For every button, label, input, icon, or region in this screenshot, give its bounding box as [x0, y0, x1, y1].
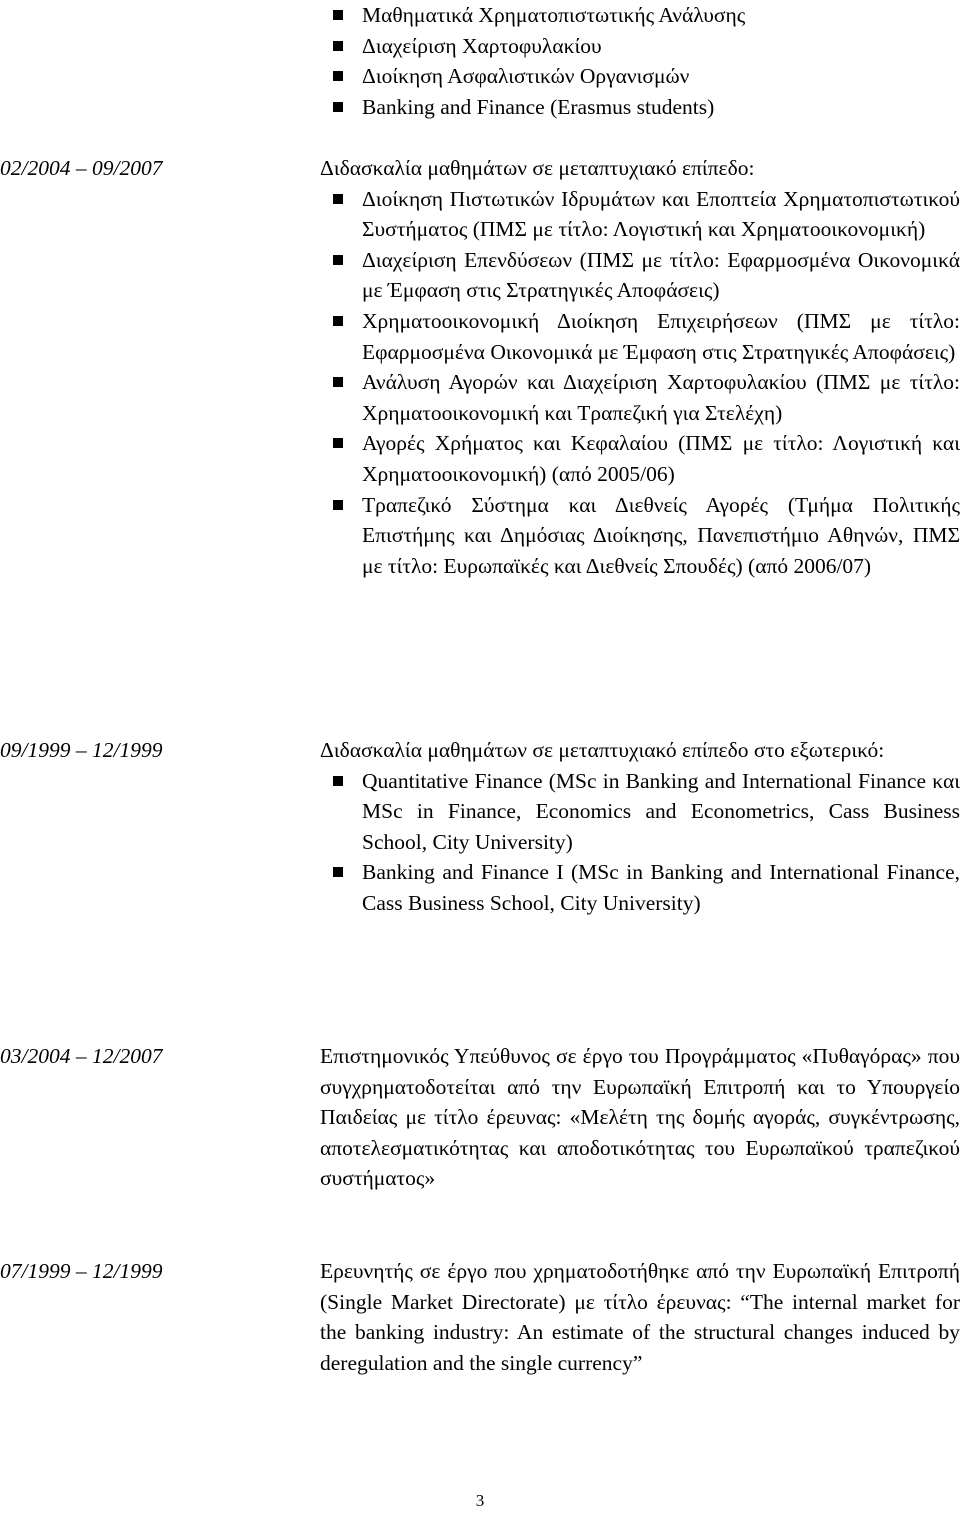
list-item [362, 31, 960, 62]
list-item [362, 0, 960, 31]
entry-body [320, 735, 960, 919]
list-item-text: Quantitative Finance (MSc in Banking and International Finance και MSc in Finance, Economics and Econometrics, Cass Business School, City University) [362, 768, 960, 854]
square-bullet-icon [333, 255, 343, 265]
square-bullet-icon [333, 71, 343, 81]
entry-date: 03/2004 – 12/2007 [0, 1044, 163, 1068]
square-bullet-icon [333, 500, 343, 510]
list-item [362, 92, 960, 123]
list-item [362, 766, 960, 858]
entry-text: Επιστημονικός Υπεύθυνος σε έργο του Προγράμματος «Πυθαγόρας» που συγχρηματοδοτείται από την Ευρωπαϊκή Επιτροπή και το Υπουργείο Παιδείας με τίτλο έρευνας: «Μελέτη της δομής αγοράς, συγκέντρωσης, αποτελεσματικότητας και αποδοτικότητας του Ευρωπαϊκού τραπεζικού συστήματος» [320, 1044, 960, 1191]
square-bullet-icon [333, 102, 343, 112]
list-item-text: Διοίκηση Πιστωτικών Ιδρυμάτων και Εποπτεία Χρηματοπιστωτικού Συστήματος (ΠΜΣ με τίτλο: Λογιστική και Χρηματοοικονομική) [362, 186, 960, 242]
entry-text: Ερευνητής σε έργο που χρηματοδοτήθηκε από την Ευρωπαϊκή Επιτροπή (Single Market Directorate) με τίτλο έρευνας: “The internal market for the banking industry: An estimate of the structural changes induced by deregulation and the single currency” [320, 1259, 960, 1375]
list-item [362, 367, 960, 428]
list-item-text: Διαχείριση Χαρτοφυλακίου [362, 33, 602, 58]
square-bullet-icon [333, 776, 343, 786]
square-bullet-icon [333, 10, 343, 20]
page-number: 3 [475, 1491, 485, 1510]
entry-date: 09/1999 – 12/1999 [0, 738, 163, 762]
square-bullet-icon [333, 438, 343, 448]
entry-course-list [320, 766, 960, 919]
list-item-text: Διαχείριση Επενδύσεων (ΠΜΣ με τίτλο: Εφαρμοσμένα Οικονομικά με Έμφαση στις Στρατηγικές Αποφάσεις) [362, 247, 960, 303]
entry-course-list [320, 184, 960, 582]
entry-body [320, 153, 960, 581]
list-item-text: Banking and Finance (Erasmus students) [362, 94, 715, 119]
entry-text: Διδασκαλία μαθημάτων σε μεταπτυχιακό επίπεδο στο εξωτερικό: [320, 738, 885, 762]
top-course-list [320, 0, 960, 122]
list-item-text: Banking and Finance I (MSc in Banking and International Finance, Cass Business School, City University) [362, 860, 960, 915]
square-bullet-icon [333, 377, 343, 387]
list-item-text: Μαθηματικά Χρηματοπιστωτικής Ανάλυσης [362, 3, 746, 27]
list-item [362, 245, 960, 306]
square-bullet-icon [333, 316, 343, 326]
list-item [362, 490, 960, 582]
entry-text: Διδασκαλία μαθημάτων σε μεταπτυχιακό επίπεδο: [320, 156, 755, 180]
list-item [362, 306, 960, 367]
entry-body [320, 1256, 960, 1378]
list-item-text: Αγορές Χρήματος και Κεφαλαίου (ΠΜΣ με τίτλο: Λογιστική και Χρηματοοικονομική) (από 2005/06) [362, 431, 960, 486]
list-item [362, 857, 960, 918]
list-item [362, 61, 960, 92]
list-item-text: Χρηματοοικονομική Διοίκηση Επιχειρήσεων (ΠΜΣ με τίτλο: Εφαρμοσμένα Οικονομικά με Έμφαση στις Στρατηγικές Αποφάσεις) [362, 308, 960, 364]
square-bullet-icon [333, 194, 343, 204]
top-course-list-body [320, 0, 960, 122]
list-item [362, 428, 960, 489]
square-bullet-icon [333, 867, 343, 877]
entry-date: 07/1999 – 12/1999 [0, 1259, 163, 1283]
list-item [362, 184, 960, 245]
entry-date: 02/2004 – 09/2007 [0, 156, 163, 180]
entry-body [320, 1041, 960, 1194]
square-bullet-icon [333, 41, 343, 51]
list-item-text: Διοίκηση Ασφαλιστικών Οργανισμών [362, 64, 690, 89]
list-item-text: Ανάλυση Αγορών και Διαχείριση Χαρτοφυλακίου (ΠΜΣ με τίτλο: Χρηματοοικονομική και Τραπεζική για Στελέχη) [362, 370, 960, 425]
list-item-text: Τραπεζικό Σύστημα και Διεθνείς Αγορές (Τμήμα Πολιτικής Επιστήμης και Δημόσιας Διοίκησης, Πανεπιστήμιο Αθηνών, ΠΜΣ με τίτλο: Ευρωπαϊκές και Διεθνείς Σπουδές) (από 2006/07) [362, 492, 960, 578]
